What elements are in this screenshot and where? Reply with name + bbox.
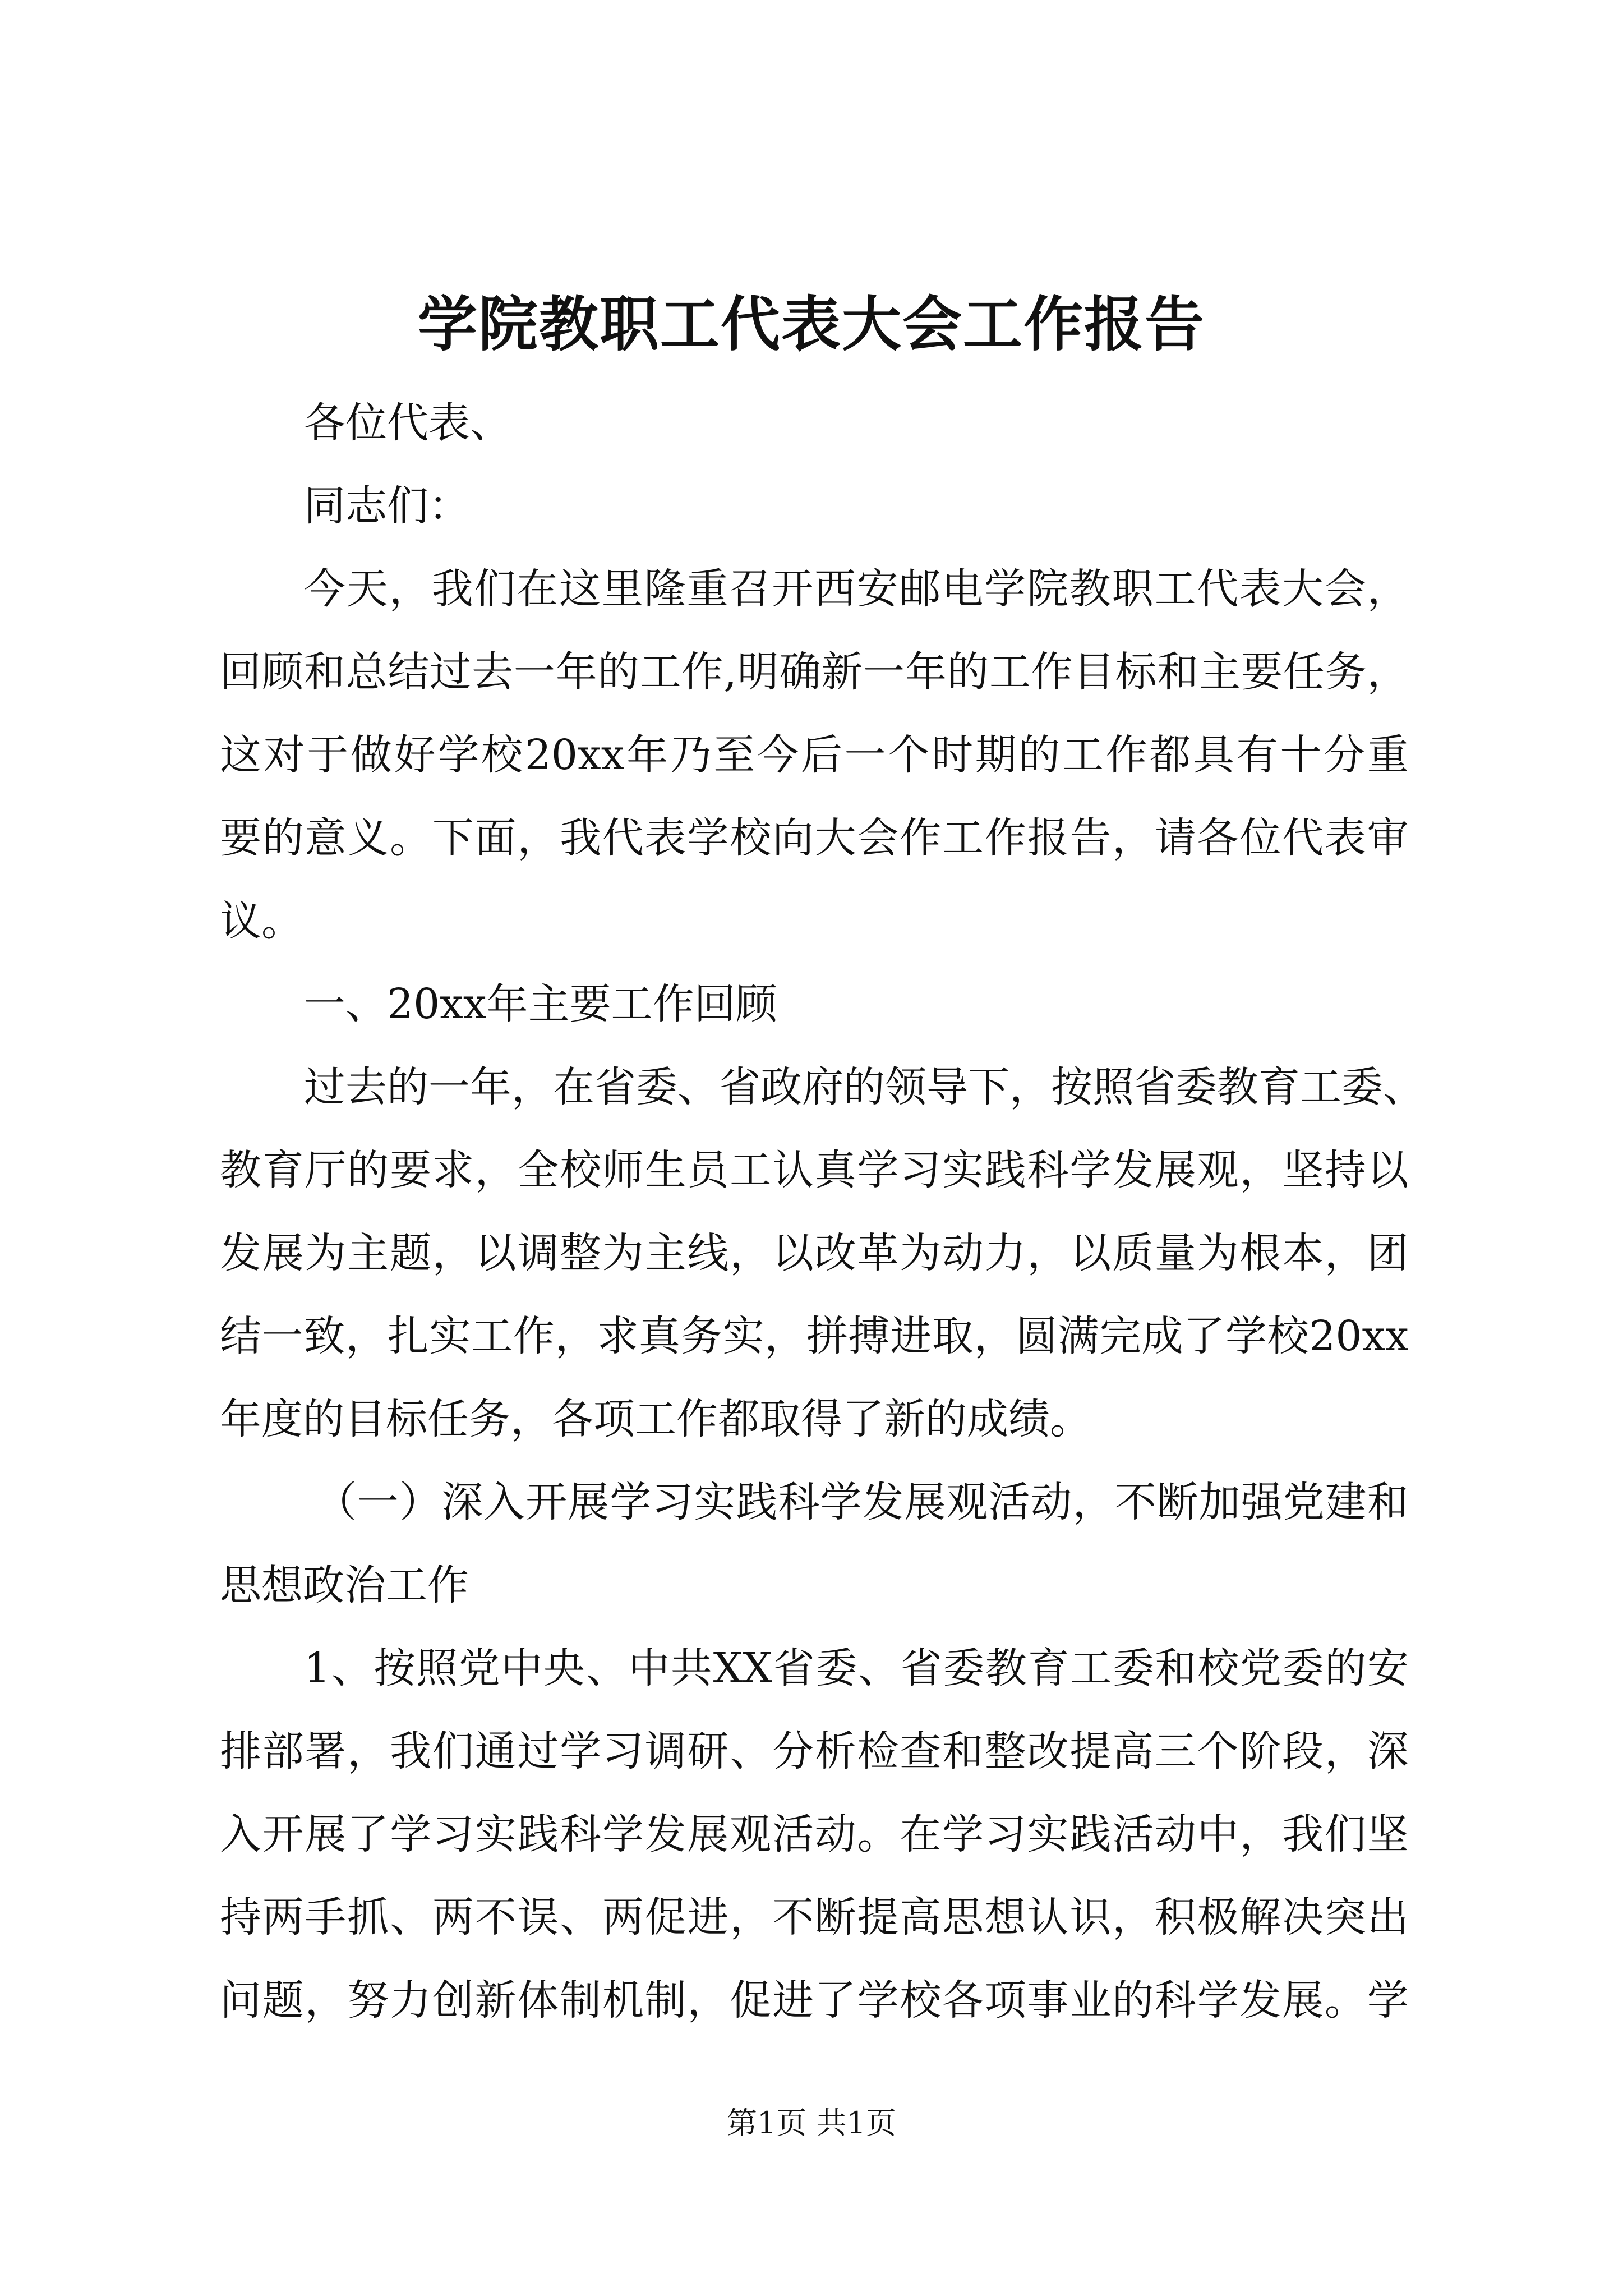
- paragraph-line: 教 育 厅 的 要 求 ， 全 校 师 生 员 工 认 真 学 习 实 践 科 学 发 展 观 ， 坚 持 以: [220, 1146, 1409, 1194]
- paragraph-line: 过 去 的 一 年 ， 在 省 委 、 省 政 府 的 领 导 下 ， 按 照 省 委 教 育 工 委 、: [304, 1063, 1424, 1111]
- paragraph-line: 问 题 ， 努 力 创 新 体 制 机 制 ， 促 进 了 学 校 各 项 事 业 的 科 学 发 展 。 学: [220, 1976, 1409, 2024]
- paragraph-line: 要 的 意 义 。 下 面 ， 我 代 表 学 校 向 大 会 作 工 作 报 告 ， 请 各 位 代 表 审: [220, 814, 1409, 862]
- paragraph-line: 议。: [220, 897, 303, 945]
- paragraph-line: 回 顾 和 总 结 过 去 一 年 的 工 作 , 明 确 新 一 年 的 工 作 目 标 和 主 要 任 务 ，: [220, 648, 1409, 696]
- paragraph-line: 结 一 致 ， 扎 实 工 作 ， 求 真 务 实 ， 拼 搏 进 取 ， 圆 满 完 成 了 学 校 20xx: [220, 1312, 1409, 1360]
- paragraph-line: 排 部 署 ， 我 们 通 过 学 习 调 研 、 分 析 检 查 和 整 改 提 高 三 个 阶 段 ， 深: [220, 1727, 1409, 1775]
- document-body: [220, 381, 1424, 2042]
- paragraph-line: 入 开 展 了 学 习 实 践 科 学 发 展 观 活 动 。 在 学 习 实 践 活 动 中 ， 我 们 坚: [220, 1810, 1409, 1858]
- paragraph-line: （ 一 ） 深 入 开 展 学 习 实 践 科 学 发 展 观 活 动 ， 不 断 加 强 党 建 和: [315, 1478, 1409, 1526]
- paragraph-line: 持 两 手 抓 、 两 不 误 、 两 促 进 ， 不 断 提 高 思 想 认 识 ， 积 极 解 决 突 出: [220, 1893, 1409, 1941]
- paragraph-line: 发 展 为 主 题 ， 以 调 整 为 主 线 ， 以 改 革 为 动 力 ， 以 质 量 为 根 本 ， 团: [220, 1229, 1409, 1277]
- paragraph-line: 年度的目标任务，各项工作都取得了新的成绩。: [220, 1395, 1091, 1443]
- paragraph-line: 思想政治工作: [220, 1561, 469, 1609]
- paragraph-line: 这 对 于 做 好 学 校 20xx 年 乃 至 今 后 一 个 时 期 的 工 作 都 具 有 十 分 重: [220, 731, 1409, 779]
- paragraph-line: 各位代表、: [304, 399, 511, 447]
- document-title: 学院教职工代表大会工作报告: [418, 289, 1205, 359]
- paragraph-line: 一、20xx年主要工作回顾: [304, 980, 777, 1028]
- paragraph-line: 同志们：: [304, 482, 470, 530]
- paragraph-line: 今 天 ， 我 们 在 这 里 隆 重 召 开 西 安 邮 电 学 院 教 职 工 代 表 大 会 ，: [304, 565, 1409, 613]
- page-footer: 第1页 共1页: [727, 2105, 896, 2141]
- paragraph-line: 1 、 按 照 党 中 央 、 中 共 XX 省 委 、 省 委 教 育 工 委 和 校 党 委 的 安: [304, 1644, 1409, 1692]
